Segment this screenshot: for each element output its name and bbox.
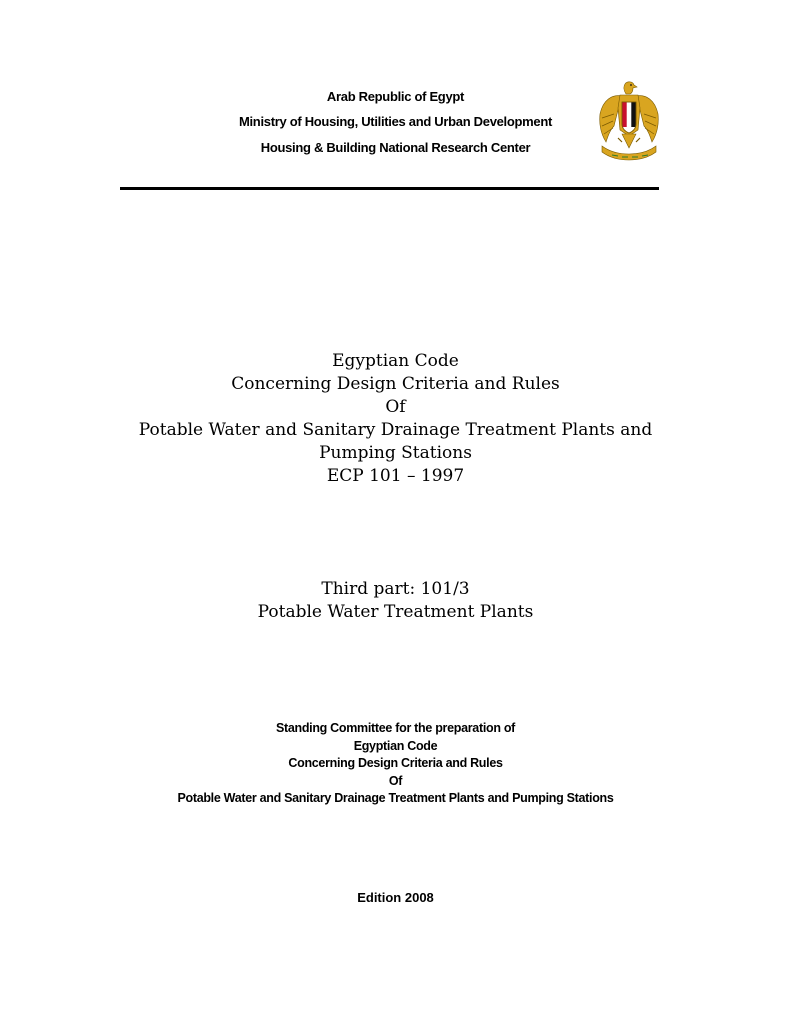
part-heading (0, 578, 791, 624)
committee-line: Standing Committee for the preparation of (275, 721, 516, 735)
code-number: ECP 101 – 1997 (326, 466, 465, 486)
title-line: Potable Water and Sanitary Drainage Treatment Plants and (138, 420, 653, 440)
part-number: Third part: 101/3 (321, 579, 470, 599)
committee-line: Of (388, 773, 403, 788)
committee-line: Egyptian Code (353, 738, 438, 753)
header-rule (120, 187, 659, 190)
title-line: Concerning Design Criteria and Rules (231, 374, 560, 394)
header-research-center: Housing & Building National Research Center (260, 140, 531, 155)
title-line: Egyptian Code (332, 351, 459, 371)
header-ministry: Ministry of Housing, Utilities and Urban Development (238, 114, 553, 129)
committee-block (0, 720, 791, 808)
header-country: Arab Republic of Egypt (326, 89, 465, 104)
committee-line: Concerning Design Criteria and Rules (288, 756, 503, 770)
eagle-emblem-icon (598, 80, 660, 162)
document-title (0, 350, 791, 488)
committee-line: Potable Water and Sanitary Drainage Treatment Plants and Pumping Stations (177, 791, 614, 805)
edition-label: Edition 2008 (357, 890, 434, 905)
title-line: Of (385, 397, 406, 417)
title-line: Pumping Stations (319, 443, 472, 463)
part-title: Potable Water Treatment Plants (257, 602, 534, 622)
